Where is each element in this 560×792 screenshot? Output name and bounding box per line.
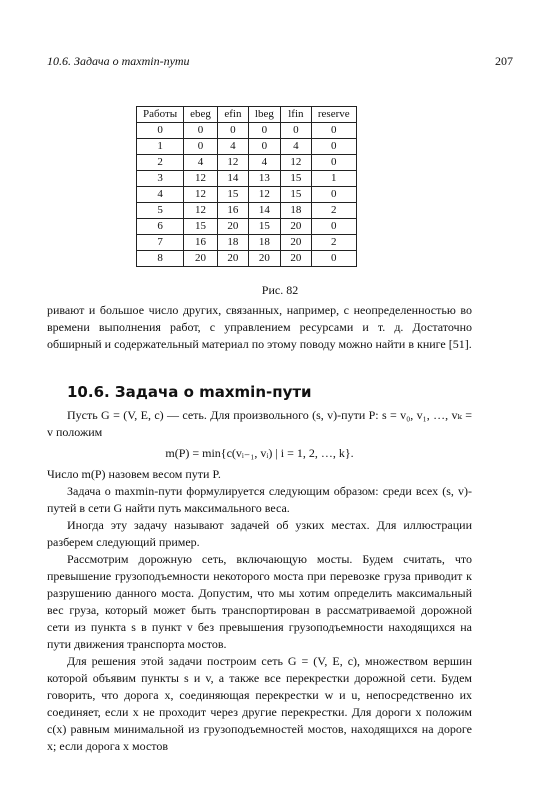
table-cell: 12 (248, 187, 280, 203)
paragraph: Число m(P) назовем весом пути P. (47, 467, 221, 481)
continued-paragraph (47, 302, 472, 353)
table-cell: 20 (248, 251, 280, 267)
table-cell: 0 (311, 155, 356, 171)
table-cell: 12 (184, 203, 218, 219)
figure-caption: Рис. 82 (261, 283, 299, 297)
table-cell: 12 (280, 155, 311, 171)
table-cell: 0 (311, 123, 356, 139)
table-cell: 18 (248, 235, 280, 251)
table-cell: 18 (280, 203, 311, 219)
paragraph: ривают и большое число других, связанных, например, с неопределенностью во времени выполнения работ, с управлением ресурсами и т. д. Достаточно обширный и содержательный материал по этому поводу можно найти в книге [51]. (47, 303, 472, 351)
table-row (137, 123, 357, 139)
table-cell: 0 (280, 123, 311, 139)
table-cell: 1 (137, 139, 184, 155)
table-row (137, 203, 357, 219)
table-cell: 15 (184, 219, 218, 235)
table-cell: 16 (184, 235, 218, 251)
schedule-table (136, 106, 357, 267)
table-cell: 12 (184, 171, 218, 187)
table-row (137, 155, 357, 171)
table-cell: 12 (184, 187, 218, 203)
table-header-cell: lbeg (248, 107, 280, 123)
table-cell: 16 (217, 203, 248, 219)
table-body (137, 123, 357, 267)
table-row (137, 187, 357, 203)
table-cell: 2 (311, 235, 356, 251)
table-cell: 5 (137, 203, 184, 219)
table-cell: 4 (137, 187, 184, 203)
section-body (47, 407, 472, 755)
table-cell: 20 (217, 219, 248, 235)
table-cell: 4 (217, 139, 248, 155)
table-cell: 15 (280, 187, 311, 203)
table-cell: 4 (248, 155, 280, 171)
paragraph: Рассмотрим дорожную сеть, включающую мосты. Будем считать, что превышение грузоподъемности некоторого моста при перевозке груза приводит к разрушению данного моста. Допустим, что мы хотим определить максимальный вес груза, который может быть транспортирован в рассматриваемой дорожной сети из пункта s в пункт v без превышения грузоподъемности находящихся на пути движения транспорта мостов. (47, 552, 472, 651)
section-heading: 10.6. Задача о maxmin-пути (67, 383, 312, 401)
table-cell: 0 (311, 139, 356, 155)
table-row (137, 219, 357, 235)
table-cell: 20 (217, 251, 248, 267)
table-header-row (137, 107, 357, 123)
running-head-title: 10.6. Задача о maxmin-пути (47, 54, 190, 68)
table-row (137, 251, 357, 267)
table-cell: 14 (248, 203, 280, 219)
table-row (137, 139, 357, 155)
paragraph: Пусть G = (V, E, c) — сеть. Для произвольного (s, v)-пути P: s = v₀, v₁, …, vₖ = v положим (47, 408, 472, 439)
table-cell: 20 (280, 219, 311, 235)
paragraph: Иногда эту задачу называют задачей об узких местах. Для иллюстрации разберем следующий пример. (47, 518, 472, 549)
table-cell: 8 (137, 251, 184, 267)
table-cell: 1 (311, 171, 356, 187)
table-cell: 2 (311, 203, 356, 219)
table-cell: 0 (137, 123, 184, 139)
table-header-cell: lfin (280, 107, 311, 123)
table-cell: 12 (217, 155, 248, 171)
table-cell: 20 (184, 251, 218, 267)
table-header-cell: reserve (311, 107, 356, 123)
table-cell: 15 (248, 219, 280, 235)
table-cell: 0 (184, 123, 218, 139)
table-cell: 0 (311, 219, 356, 235)
formula: m(P) = min{c(vᵢ₋₁, vᵢ) | i = 1, 2, …, k}. (165, 446, 354, 460)
table-cell: 2 (137, 155, 184, 171)
table-cell: 15 (217, 187, 248, 203)
table-cell: 7 (137, 235, 184, 251)
running-head (47, 54, 513, 69)
table-cell: 0 (184, 139, 218, 155)
table-header-cell: Работы (137, 107, 184, 123)
page-number: 207 (495, 54, 513, 68)
table-cell: 20 (280, 235, 311, 251)
table-row (137, 235, 357, 251)
table-cell: 0 (311, 251, 356, 267)
table-cell: 4 (280, 139, 311, 155)
table-cell: 0 (248, 139, 280, 155)
table-cell: 15 (280, 171, 311, 187)
table-cell: 13 (248, 171, 280, 187)
paragraph: Задача о maxmin-пути формулируется следующим образом: среди всех (s, v)-путей в сети G найти путь максимального веса. (47, 484, 472, 515)
table-cell: 0 (248, 123, 280, 139)
paragraph: Для решения этой задачи построим сеть G = (V, E, c), множеством вершин которой объявим пункты s и v, а также все перекрестки дорожной сети. Будем говорить, что дорога x, соединяющая перекрестки w и u, непосредственно их соединяет, если x не проходит через другие перекрестки. Для дороги x положим c(x) равным минимальной из грузоподъемностей мостов, находящихся на дороге x; если дорога x мостов (47, 654, 472, 753)
table-cell: 0 (217, 123, 248, 139)
table-cell: 3 (137, 171, 184, 187)
table-cell: 0 (311, 187, 356, 203)
table-cell: 4 (184, 155, 218, 171)
table-cell: 14 (217, 171, 248, 187)
table-cell: 6 (137, 219, 184, 235)
table-cell: 18 (217, 235, 248, 251)
table-row (137, 171, 357, 187)
table-header-cell: efin (217, 107, 248, 123)
table-cell: 20 (280, 251, 311, 267)
table-header-cell: ebeg (184, 107, 218, 123)
